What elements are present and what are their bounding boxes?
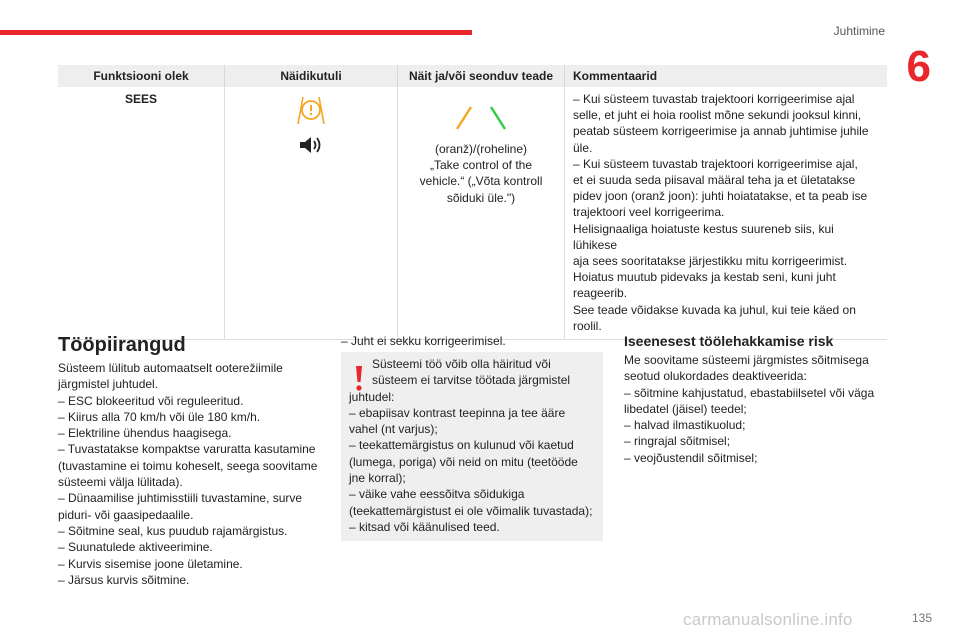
limits-text — [58, 360, 326, 588]
text-line: (teekattemärgistust ei ole võimalik tuvastada); — [349, 503, 593, 518]
header-comments: Kommentaarid — [565, 65, 888, 87]
text-line: Süsteem lülitub automaatselt ooterežiimile — [58, 361, 283, 375]
text-line: – kitsad või käänulised teed. — [349, 519, 500, 534]
text-line: libedatel (jäisel) teedel; — [624, 401, 747, 416]
text-line: – Juht ei sekku korrigeerimisel. — [341, 334, 506, 348]
limits-heading: Tööpiirangud — [58, 334, 186, 356]
comment-line: aja sees sooritatakse järjestikku mitu korrigeerimist. — [573, 254, 848, 269]
function-table — [58, 65, 887, 340]
text-line: – Kurvis sisemise joone ületamine. — [58, 556, 243, 571]
text-line: – ringrajal sõitmisel; — [624, 434, 731, 449]
steering-warning-icon — [294, 94, 328, 126]
text-line: süsteem ei tarvitse töötada järgmistel — [372, 373, 571, 388]
lane-lines-icon — [451, 103, 511, 131]
page-number: 135 — [911, 611, 932, 625]
comment-line: peatab süsteem korrigeerimise ja annab juhtimise juhile — [573, 124, 869, 139]
text-line: järgmistel juhtudel. — [58, 377, 159, 392]
comment-line: roolil. — [573, 318, 602, 333]
comment-line: selle, et juht ei hoia roolist mõne sekundi jooksul kinni, — [573, 108, 862, 123]
display-text-line: vehicle.“ („Võta kontroll — [419, 174, 543, 189]
text-line: – ebapiisav kontrast teepinna ja tee ääre — [349, 405, 566, 420]
text-line: – Tuvastatakse kompaktse varuratta kasutamine — [58, 442, 316, 457]
warning-text — [349, 356, 599, 535]
state-cell: SEES — [58, 87, 225, 340]
display-text-line: sõiduki üle.") — [446, 190, 516, 205]
table-header-row — [58, 65, 887, 87]
warning-box — [341, 352, 603, 541]
display-text-line: „Take control of the — [429, 158, 533, 173]
limits-continued — [341, 333, 603, 349]
header-function-state: Funktsiooni olek — [58, 65, 225, 87]
text-line: – veojõustendil sõitmisel; — [624, 450, 758, 465]
watermark: carmanualsonline.info — [683, 610, 853, 629]
comment-line: – Kui süsteem tuvastab trajektoori korrigeerimise ajal — [573, 92, 855, 106]
text-line: – Suunatulede aktiveerimine. — [58, 540, 213, 555]
text-line: Me soovitame süsteemi järgmistes sõitmisega — [624, 353, 869, 367]
text-line: (tuvastamine ei toimu koheselt, seega soovitame — [58, 458, 318, 473]
text-line: – Kiirus alla 70 km/h või üle 180 km/h. — [58, 409, 261, 424]
comment-line: trajektoori veel korrigeerima. — [573, 205, 725, 220]
text-line: (lumega, poriga) või neid on mitu (teetööde — [349, 454, 578, 469]
sound-alert-icon — [298, 134, 324, 156]
risk-text — [624, 352, 886, 466]
text-line: – sõitmine kahjustatud, ebastabiilsetel või väga — [624, 385, 875, 400]
text-line: – Elektriline ühendus haagisega. — [58, 426, 232, 441]
comment-line: üle. — [573, 140, 593, 155]
comment-line: Hoiatus muutub pidevaks ja kestab seni, kuni juht — [573, 270, 836, 285]
comment-line: et ei suuda seda piisaval määral teha ja et ületatakse — [573, 173, 856, 188]
text-line: vahel (nt varjus); — [349, 422, 438, 437]
top-accent-bar — [0, 30, 472, 35]
section-title: Juhtimine — [833, 24, 885, 38]
display-text-line: (oranž)/(roheline) — [434, 142, 528, 156]
text-line: – Sõitmine seal, kus puudub rajamärgistus. — [58, 523, 288, 538]
risk-heading: Iseenesest töölehakkamise risk — [624, 333, 834, 349]
header-indicator: Näidikutuli — [225, 65, 398, 87]
chapter-number: 6 — [906, 42, 931, 91]
table-row — [58, 87, 887, 340]
text-line: süsteemi välja lülitada). — [58, 475, 183, 490]
text-line: Süsteemi töö võib olla häiritud või — [372, 357, 551, 371]
text-line: – väike vahe eessõitva sõidukiga — [349, 487, 525, 502]
text-line: piduri- või gaasipedaalile. — [58, 507, 194, 522]
text-line: – teekattemärgistus on kulunud või kaetud — [349, 438, 574, 453]
header-display-message: Näit ja/või seonduv teade — [398, 65, 565, 87]
comment-line: reageerib. — [573, 286, 628, 301]
text-line: seotud olukordades deaktiveerida: — [624, 369, 807, 384]
comment-line: See teade võidakse kuvada ka juhul, kui teie käed on — [573, 302, 856, 317]
text-line: jne korral); — [349, 471, 406, 486]
comment-line: – Kui süsteem tuvastab trajektoori korrigeerimise ajal, — [573, 156, 858, 171]
comments-cell — [565, 87, 888, 340]
comment-line: pidev joon (oranž joon): juhti hoiatatakse, et ta peab ise — [573, 189, 868, 204]
comment-line: Helisignaaliga hoiatuste kestus suureneb siis, kui lühikese — [573, 221, 834, 252]
text-line: – Järsus kurvis sõitmine. — [58, 572, 190, 587]
text-line: – Dünaamilise juhtimisstiili tuvastamine, surve — [58, 491, 303, 506]
indicator-cell — [225, 87, 398, 340]
text-line: – ESC blokeeritud või reguleeritud. — [58, 393, 244, 408]
display-cell — [398, 87, 565, 340]
text-line: juhtudel: — [349, 389, 395, 404]
text-line: – halvad ilmastikuolud; — [624, 418, 746, 433]
